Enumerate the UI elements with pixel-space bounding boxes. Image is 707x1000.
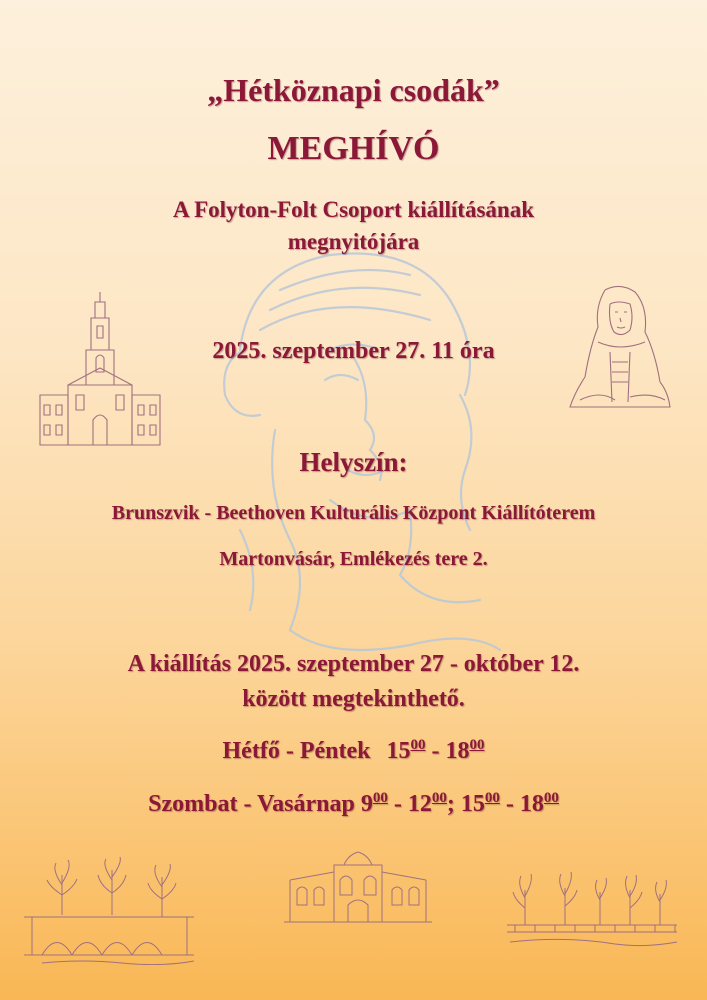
weekday-start-minute: 00 xyxy=(410,737,426,753)
weekday-end-hour: 18 xyxy=(445,738,470,764)
weekend-a-end-minute: 00 xyxy=(431,790,447,806)
opening-date: 2025. szeptember 27. 11 óra xyxy=(212,338,495,364)
exhibition-period-line-2: között megtekinthető. xyxy=(242,686,465,712)
weekday-label: Hétfő - Péntek xyxy=(222,738,371,764)
subtitle-line-1: A Folyton-Folt Csoport kiállításának xyxy=(172,197,534,222)
weekend-b-start-minute: 00 xyxy=(484,790,500,806)
venue-address: Martonvásár, Emlékezés tere 2. xyxy=(219,548,488,570)
invitation-heading: MEGHÍVÓ xyxy=(267,130,440,167)
venue-name: Brunszvik - Beethoven Kulturális Központ Kiállítóterem xyxy=(111,502,596,524)
weekend-opening-hours xyxy=(0,790,707,818)
weekend-b-end-hour: 18 xyxy=(519,791,544,817)
weekend-a-end-hour: 12 xyxy=(407,791,432,817)
weekend-b-separator: - xyxy=(499,791,520,817)
palace-building-sketch xyxy=(282,850,434,925)
subtitle-line-2: megnyitójára xyxy=(287,229,420,254)
bridge-trees-sketch xyxy=(22,855,197,965)
weekday-separator: - xyxy=(425,738,446,764)
exhibition-title: „Hétköznapi csodák” xyxy=(207,72,500,108)
weekday-start-hour: 15 xyxy=(386,738,411,764)
exhibition-period-line-1: A kiállítás 2025. szeptember 27 - október 12. xyxy=(127,651,580,677)
weekend-b-end-minute: 00 xyxy=(543,790,559,806)
weekday-end-minute: 00 xyxy=(469,737,485,753)
weekend-a-separator: - xyxy=(387,791,408,817)
park-trees-sketch xyxy=(505,870,680,955)
weekend-b-start-hour: 15 xyxy=(460,791,485,817)
location-heading: Helyszín: xyxy=(299,447,408,477)
weekend-between: ; xyxy=(446,791,461,817)
weekend-a-start-minute: 00 xyxy=(372,790,388,806)
weekday-opening-hours xyxy=(0,737,707,765)
weekend-a-start-hour: 9 xyxy=(360,791,373,817)
weekend-label: Szombat - Vasárnap xyxy=(148,791,361,817)
church-sketch-illustration xyxy=(38,290,163,450)
